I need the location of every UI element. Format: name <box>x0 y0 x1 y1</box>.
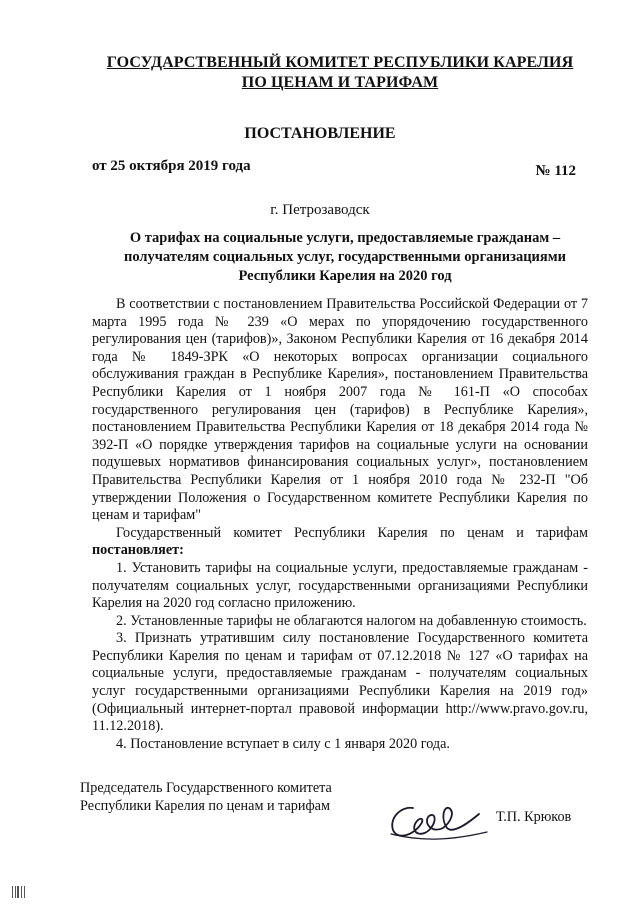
document-body <box>92 296 588 753</box>
signatory-position-line1: Председатель Государственного комитета <box>80 780 332 796</box>
resolve-intro: Государственный комитет Республики Карелия по ценам и тарифам <box>116 524 588 541</box>
item-3: 3. Признать утратившим силу постановление Государственного комитета Республики Карелия по ценам и тарифам от 07.12.2018 № 127 «О тарифах на социальные услуги, предоставляемые гражданам - получателям социальных услуг государственными организациями Республики Карелия на 2019 год» (Официальный интернет-портал правовой информации http://www.pravo.gov.ru, 11.12.2018). <box>92 630 588 735</box>
signatory-position-line2: Республики Карелия по ценам и тарифам <box>80 798 330 814</box>
document-date: от 25 октября 2019 года <box>92 158 251 174</box>
preamble-paragraph: В соответствии с постановлением Правительства Российской Федерации от 7 марта 1995 года № 239 «О мерах по упорядочению государственного регулирования цен (тарифов)», Законом Республики Карелия от 16 декабря 2014 года № 1849-ЗРК «О некоторых вопросах организации социального обслуживания граждан в Республике Карелия», постановлением Правительства Республики Карелия от 1 ноября 2007 года № 161-П «О способах государственного регулирования цен (тарифов) в Республике Карелия», постановлением Правительства Республики Карелия от 18 декабря 2014 года № 392-П «О порядке утверждения тарифов на социальные услуги на основании подушевых нормативов финансирования социальных услуг», постановлением Правительства Республики Карелия от 1 ноября 2010 года № 232-П "Об утверждении Положения о Государственном комитете Республики Карелия по ценам и тарифам" <box>92 296 588 524</box>
header-title-line2: ПО ЦЕНАМ И ТАРИФАМ <box>241 74 439 91</box>
resolve-word: постановляет: <box>92 542 184 559</box>
header-title-line1: ГОСУДАРСТВЕННЫЙ КОМИТЕТ РЕСПУБЛИКИ КАРЕЛИЯ <box>106 54 574 71</box>
barcode-mark <box>12 886 28 898</box>
item-1: 1. Установить тарифы на социальные услуги, предоставляемые гражданам - получателям социальных услуг, государственными организациями Республики Карелия на 2020 год согласно приложению. <box>92 559 588 612</box>
resolve-paragraph <box>92 525 588 560</box>
document-city: г. Петрозаводск <box>270 202 370 218</box>
handwritten-signature <box>383 794 493 846</box>
document-type: ПОСТАНОВЛЕНИЕ <box>244 125 396 142</box>
document-subject: О тарифах на социальные услуги, предоставляемые гражданам – получателям социальных услуг, государственными организациями Республики Карелия на 2020 год <box>124 230 566 284</box>
signatory-position <box>80 779 332 815</box>
item-4: 4. Постановление вступает в силу с 1 января 2020 года. <box>116 735 450 752</box>
document-number: № 112 <box>535 163 576 179</box>
item-2: 2. Установленные тарифы не облагаются налогом на добавленную стоимость. <box>116 612 587 629</box>
signatory-name: Т.П. Крюков <box>496 809 572 825</box>
